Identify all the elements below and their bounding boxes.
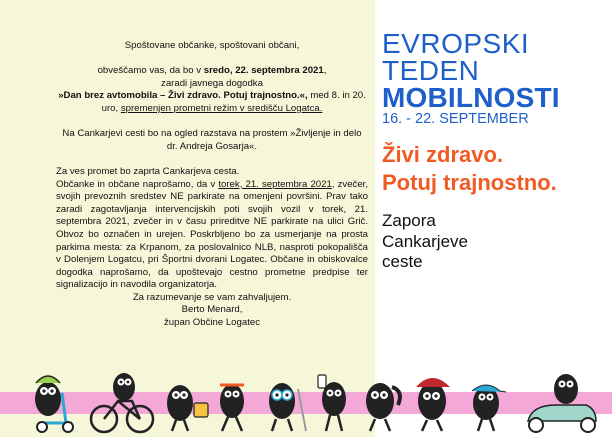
closure-line-3: ceste <box>382 252 423 271</box>
slogan-line-1: Živi zdravo. <box>382 142 504 167</box>
closed-road-note: Za ves promet bo zaprta Cankarjeva cesta. <box>56 165 240 177</box>
phone-character-icon <box>318 375 346 431</box>
characters-illustration <box>0 365 612 437</box>
greeting: Spoštovane občanke, spoštovani občani, <box>124 40 300 51</box>
title-line-1: EVROPSKI <box>382 28 530 59</box>
request-body: , zvečer, svojih prevoznih sredstev NE parkirate na omenjeni površini. Prav tako zaradi zagotavljanja intervencijskih poti svojih vozil v torek, 21. septembra 2021, zvečer in v času prireditve NE parkirate na ulici Grič. Obvoz bo označen in urejen. Poskrbljeno bo za usmerjanje na prosta parkima mesta: za Krpanom, za poslovalnico NLB, nasproti pokopališča v Dolenjem Logatcu, pri Športni dvorani Logatec. Občane in obiskovalce dogodka naprošamo, da upoštevajo cestno prometne predpise ter signalizacijo in navodila organizatorja. <box>56 178 368 291</box>
notice-reason: zaradi javnega dogodka <box>161 77 263 89</box>
ponytail-character-icon <box>366 383 400 431</box>
bicycle-icon <box>91 373 153 432</box>
request-start: Občanke in občane naprošamo, da v <box>56 178 216 190</box>
walker-with-bag-icon <box>167 385 208 431</box>
notice-intro: obveščamo vas, da bo v <box>97 65 202 77</box>
signer-title: župan Občine Logatec <box>163 317 260 329</box>
slogan <box>382 141 610 197</box>
closure-line-2: Cankarjeve <box>382 231 468 251</box>
notice-date: sredo, 22. septembra 2021 <box>203 65 324 77</box>
event-line <box>56 90 368 115</box>
title-line-2: TEDEN <box>382 55 480 86</box>
week-dates: 16. - 22. SEPTEMBER <box>382 111 529 127</box>
title-line-3: MOBILNOSTI <box>382 82 560 113</box>
signer-name: Berto Menard, <box>181 304 243 316</box>
regime-text: spremenjen prometni režim v središču Logatca. <box>120 102 323 114</box>
notice-line: obveščamo vas, da bo v sredo, 22. septembra 2021, <box>97 65 327 77</box>
exhibition-note: Na Cankarjevi cesti bo na ogled razstava na prostem »Življenje in delo dr. Andreja Gosarja«. <box>62 128 362 152</box>
thanks-line: Za razumevanje se vam zahvaljujem. <box>132 291 292 303</box>
runner-character-icon <box>220 384 244 431</box>
scooter-character-icon <box>35 376 73 432</box>
campaign-block <box>382 30 610 273</box>
closure-line-1: Zapora <box>382 211 436 230</box>
notice-letter <box>56 40 368 330</box>
slogan-line-2: Potuj trajnostno. <box>382 170 557 195</box>
event-name: »Dan brez avtomobila – Živi zdravo. Potuj trajnostno.«, <box>58 90 308 102</box>
time-text: med 8. in 20. uro, <box>101 90 366 114</box>
moped-icon <box>528 374 596 432</box>
cap-character-icon <box>472 385 506 431</box>
request-date: torek, 21. septembra 2021 <box>218 178 332 190</box>
road-closure-title <box>382 211 610 273</box>
parking-request <box>56 179 368 292</box>
curly-hair-character-icon <box>416 378 450 431</box>
glasses-character-icon <box>269 383 306 431</box>
